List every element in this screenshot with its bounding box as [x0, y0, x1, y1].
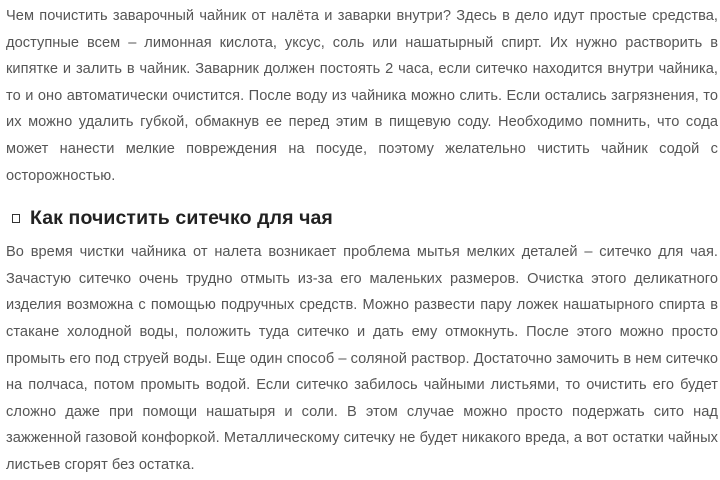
- section-heading: [6, 203, 718, 233]
- article-paragraph: Чем почистить заварочный чайник от налёта и заварки внутри? Здесь в дело идут простые средства, доступные всем – лимонная кислота, уксус, соль или нашатырный спирт. Их нужно растворить в кипятке и залить в чайник. Заварник должен постоять 2 часа, если ситечко находится внутри чайника, то и оно автоматически очистится. После воду из чайника можно слить. Если остались загрязнения, то их можно удалить губкой, обмакнув ее перед этим в пищевую соду. Необходимо помнить, что сода может нанести мелкие повреждения на посуде, поэтому желательно чистить чайник содой с осторожностью.: [6, 8, 718, 184]
- article-body: [6, 0, 718, 479]
- article-paragraph: Во время чистки чайника от налета возникает проблема мытья мелких деталей – ситечко для чая. Зачастую ситечко очень трудно отмыть из-за его маленьких размеров. Очистка этого деликатного изделия возможна с помощью подручных средств. Можно развести пару ложек нашатырного спирта в стакане холодной воды, положить туда ситечко и дать ему отмокнуть. После этого можно просто промыть его под струей воды. Еще один способ – соляной раствор. Достаточно замочить в нем ситечко на полчаса, потом промыть водой. Если ситечко забилось чайными листьями, то очистить его будет сложно даже при помощи нашатыря и соли. В этом случае можно просто подержать сито над зажженной газовой конфоркой. Металлическому ситечку не будет никакого вреда, а вот остатки чайных листьев сгорят без остатка.: [6, 244, 718, 473]
- square-bullet-icon: [12, 214, 20, 223]
- section-heading-text: Как почистить ситечко для чая: [30, 206, 333, 229]
